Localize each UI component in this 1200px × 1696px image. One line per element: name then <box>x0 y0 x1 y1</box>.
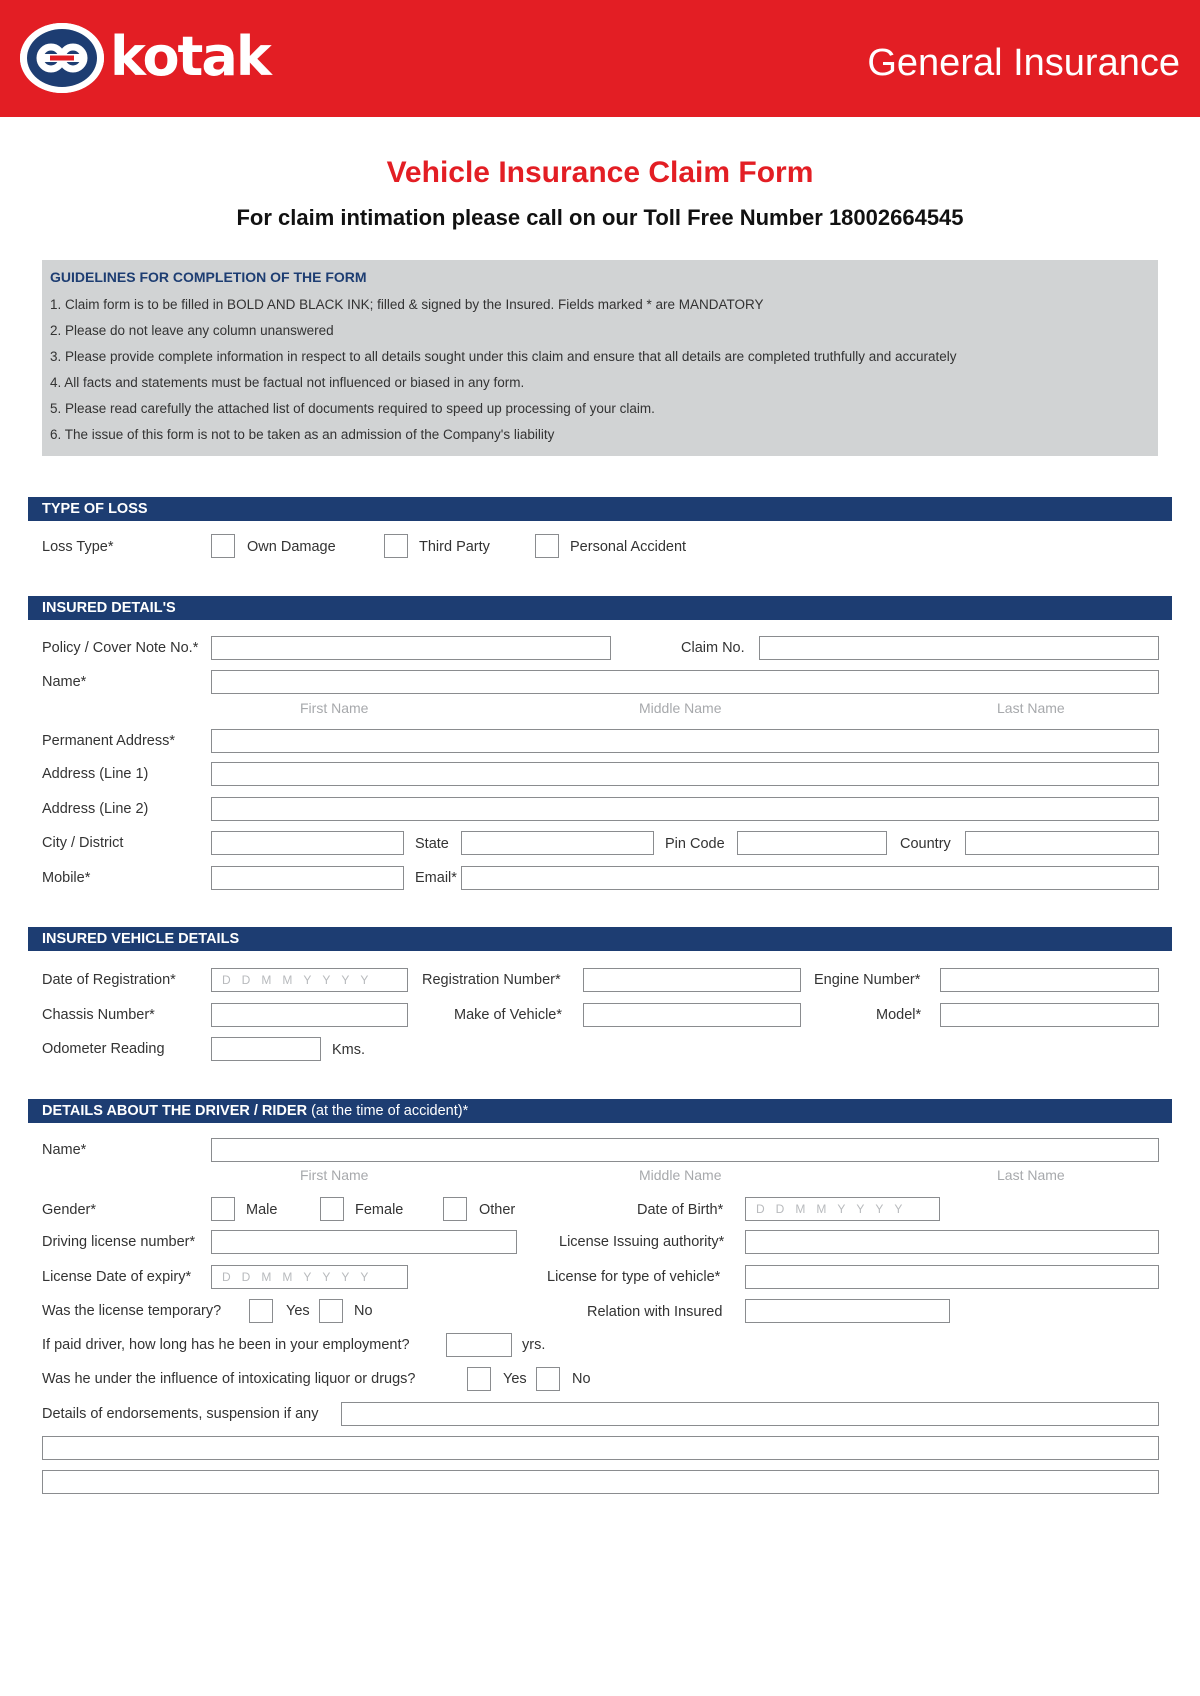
years-unit-label: yrs. <box>522 1337 546 1353</box>
relation-with-insured-label: Relation with Insured <box>587 1304 723 1320</box>
registration-number-label: Registration Number* <box>422 972 561 988</box>
date-of-birth-input[interactable]: DDMMYYYY <box>745 1197 940 1221</box>
intoxication-yes-label: Yes <box>503 1371 527 1387</box>
claim-number-input[interactable] <box>759 636 1159 660</box>
brand-name: kotak <box>110 25 270 88</box>
license-temporary-yes-label: Yes <box>286 1303 310 1319</box>
license-issuing-authority-input[interactable] <box>745 1230 1159 1254</box>
city-input[interactable] <box>211 831 404 855</box>
intoxication-yes-checkbox[interactable] <box>467 1367 491 1391</box>
driver-name-label: Name* <box>42 1142 87 1158</box>
permanent-address-label: Permanent Address* <box>42 733 175 749</box>
section-type-of-loss: TYPE OF LOSS <box>28 497 1172 521</box>
permanent-address-input[interactable] <box>211 729 1159 753</box>
female-label: Female <box>355 1202 404 1218</box>
license-temporary-yes-checkbox[interactable] <box>249 1299 273 1323</box>
section-driver-details <box>28 1099 1172 1123</box>
city-label: City / District <box>42 835 124 851</box>
state-label: State <box>415 836 449 852</box>
chassis-number-label: Chassis Number* <box>42 1007 155 1023</box>
date-of-birth-label: Date of Birth* <box>637 1202 724 1218</box>
chassis-number-input[interactable] <box>211 1003 408 1027</box>
insured-middle-name-hint: Middle Name <box>639 700 722 716</box>
engine-number-input[interactable] <box>940 968 1159 992</box>
driver-last-name-hint: Last Name <box>997 1167 1065 1183</box>
section-insured-details: INSURED DETAIL'S <box>28 596 1172 620</box>
third-party-label: Third Party <box>419 539 490 555</box>
guidelines-heading: GUIDELINES FOR COMPLETION OF THE FORM <box>50 269 367 285</box>
email-input[interactable] <box>461 866 1159 890</box>
female-checkbox[interactable] <box>320 1197 344 1221</box>
engine-number-label: Engine Number* <box>814 972 921 988</box>
license-temporary-question: Was the license temporary? <box>42 1303 222 1319</box>
policy-number-label: Policy / Cover Note No.* <box>42 640 199 656</box>
intoxication-no-checkbox[interactable] <box>536 1367 560 1391</box>
insured-name-input[interactable] <box>211 670 1159 694</box>
license-vehicle-type-input[interactable] <box>745 1265 1159 1289</box>
guideline-item: 4. All facts and statements must be factual not influenced or biased in any form. <box>50 375 525 390</box>
registration-date-input[interactable]: DDMMYYYY <box>211 968 408 992</box>
insured-first-name-hint: First Name <box>300 700 369 716</box>
state-input[interactable] <box>461 831 654 855</box>
form-title: Vehicle Insurance Claim Form <box>386 156 814 189</box>
license-temporary-no-label: No <box>354 1303 373 1319</box>
other-checkbox[interactable] <box>443 1197 467 1221</box>
email-label: Email* <box>415 870 457 886</box>
pin-code-input[interactable] <box>737 831 887 855</box>
personal-accident-checkbox[interactable] <box>535 534 559 558</box>
employment-duration-input[interactable] <box>446 1333 512 1357</box>
driver-section-heading: DETAILS ABOUT THE DRIVER / RIDER <box>42 1103 308 1119</box>
address-line2-label: Address (Line 2) <box>42 801 149 817</box>
toll-free-notice: For claim intimation please call on our Toll Free Number 18002664545 <box>236 205 964 230</box>
driving-license-number-input[interactable] <box>211 1230 517 1254</box>
license-issuing-authority-label: License Issuing authority* <box>559 1234 725 1250</box>
odometer-label: Odometer Reading <box>42 1041 165 1057</box>
section-vehicle-details: INSURED VEHICLE DETAILS <box>28 927 1172 951</box>
license-vehicle-type-label: License for type of vehicle* <box>547 1269 721 1285</box>
driver-section-note: (at the time of accident)* <box>311 1103 469 1119</box>
registration-date-label: Date of Registration* <box>42 972 176 988</box>
own-damage-checkbox[interactable] <box>211 534 235 558</box>
third-party-checkbox[interactable] <box>384 534 408 558</box>
insured-last-name-hint: Last Name <box>997 700 1065 716</box>
company-division: General Insurance <box>867 42 1180 84</box>
insured-name-label: Name* <box>42 674 87 690</box>
driver-middle-name-hint: Middle Name <box>639 1167 722 1183</box>
guideline-item: 1. Claim form is to be filled in BOLD AND BLACK INK; filled & signed by the Insured. Fields marked * are MANDATORY <box>50 297 764 312</box>
gender-label: Gender* <box>42 1202 97 1218</box>
kms-unit-label: Kms. <box>332 1042 366 1058</box>
vehicle-make-label: Make of Vehicle* <box>454 1007 563 1023</box>
driver-name-input[interactable] <box>211 1138 1159 1162</box>
male-checkbox[interactable] <box>211 1197 235 1221</box>
personal-accident-label: Personal Accident <box>570 539 687 555</box>
endorsements-label: Details of endorsements, suspension if any <box>42 1406 319 1422</box>
address-line1-label: Address (Line 1) <box>42 766 149 782</box>
header-banner <box>0 0 1200 117</box>
country-label: Country <box>900 836 951 852</box>
driver-first-name-hint: First Name <box>300 1167 369 1183</box>
license-temporary-no-checkbox[interactable] <box>319 1299 343 1323</box>
license-expiry-label: License Date of expiry* <box>42 1269 192 1285</box>
relation-with-insured-input[interactable] <box>745 1299 950 1323</box>
address-line2-input[interactable] <box>211 797 1159 821</box>
own-damage-label: Own Damage <box>247 539 336 555</box>
vehicle-model-input[interactable] <box>940 1003 1159 1027</box>
claim-number-label: Claim No. <box>681 640 745 656</box>
kotak-logo-icon <box>20 23 104 93</box>
vehicle-model-label: Model* <box>876 1007 922 1023</box>
guideline-item: 5. Please read carefully the attached list of documents required to speed up processing of your claim. <box>50 401 655 416</box>
intoxication-question: Was he under the influence of intoxicating liquor or drugs? <box>42 1371 416 1387</box>
loss-type-label: Loss Type* <box>42 539 114 555</box>
driving-license-number-label: Driving license number* <box>42 1234 196 1250</box>
other-label: Other <box>479 1202 516 1218</box>
mobile-input[interactable] <box>211 866 404 890</box>
license-expiry-input[interactable]: DDMMYYYY <box>211 1265 408 1289</box>
address-line1-input[interactable] <box>211 762 1159 786</box>
vehicle-make-input[interactable] <box>583 1003 801 1027</box>
registration-number-input[interactable] <box>583 968 801 992</box>
pin-code-label: Pin Code <box>665 836 725 852</box>
intoxication-no-label: No <box>572 1371 591 1387</box>
guidelines-box <box>42 260 1158 456</box>
guideline-item: 3. Please provide complete information in respect to all details sought under this claim and ensure that all details are completed truthfully and accurately <box>50 349 957 364</box>
endorsements-input-line3[interactable] <box>42 1470 1159 1494</box>
mobile-label: Mobile* <box>42 870 91 886</box>
guideline-item: 6. The issue of this form is not to be taken as an admission of the Company's liability <box>50 427 555 442</box>
country-input[interactable] <box>965 831 1159 855</box>
male-label: Male <box>246 1202 278 1218</box>
paid-driver-question: If paid driver, how long has he been in your employment? <box>42 1337 410 1353</box>
endorsements-input-line2[interactable] <box>42 1436 1159 1460</box>
endorsements-input-line1[interactable] <box>341 1402 1159 1426</box>
policy-number-input[interactable] <box>211 636 611 660</box>
odometer-input[interactable] <box>211 1037 321 1061</box>
guideline-item: 2. Please do not leave any column unanswered <box>50 323 334 338</box>
